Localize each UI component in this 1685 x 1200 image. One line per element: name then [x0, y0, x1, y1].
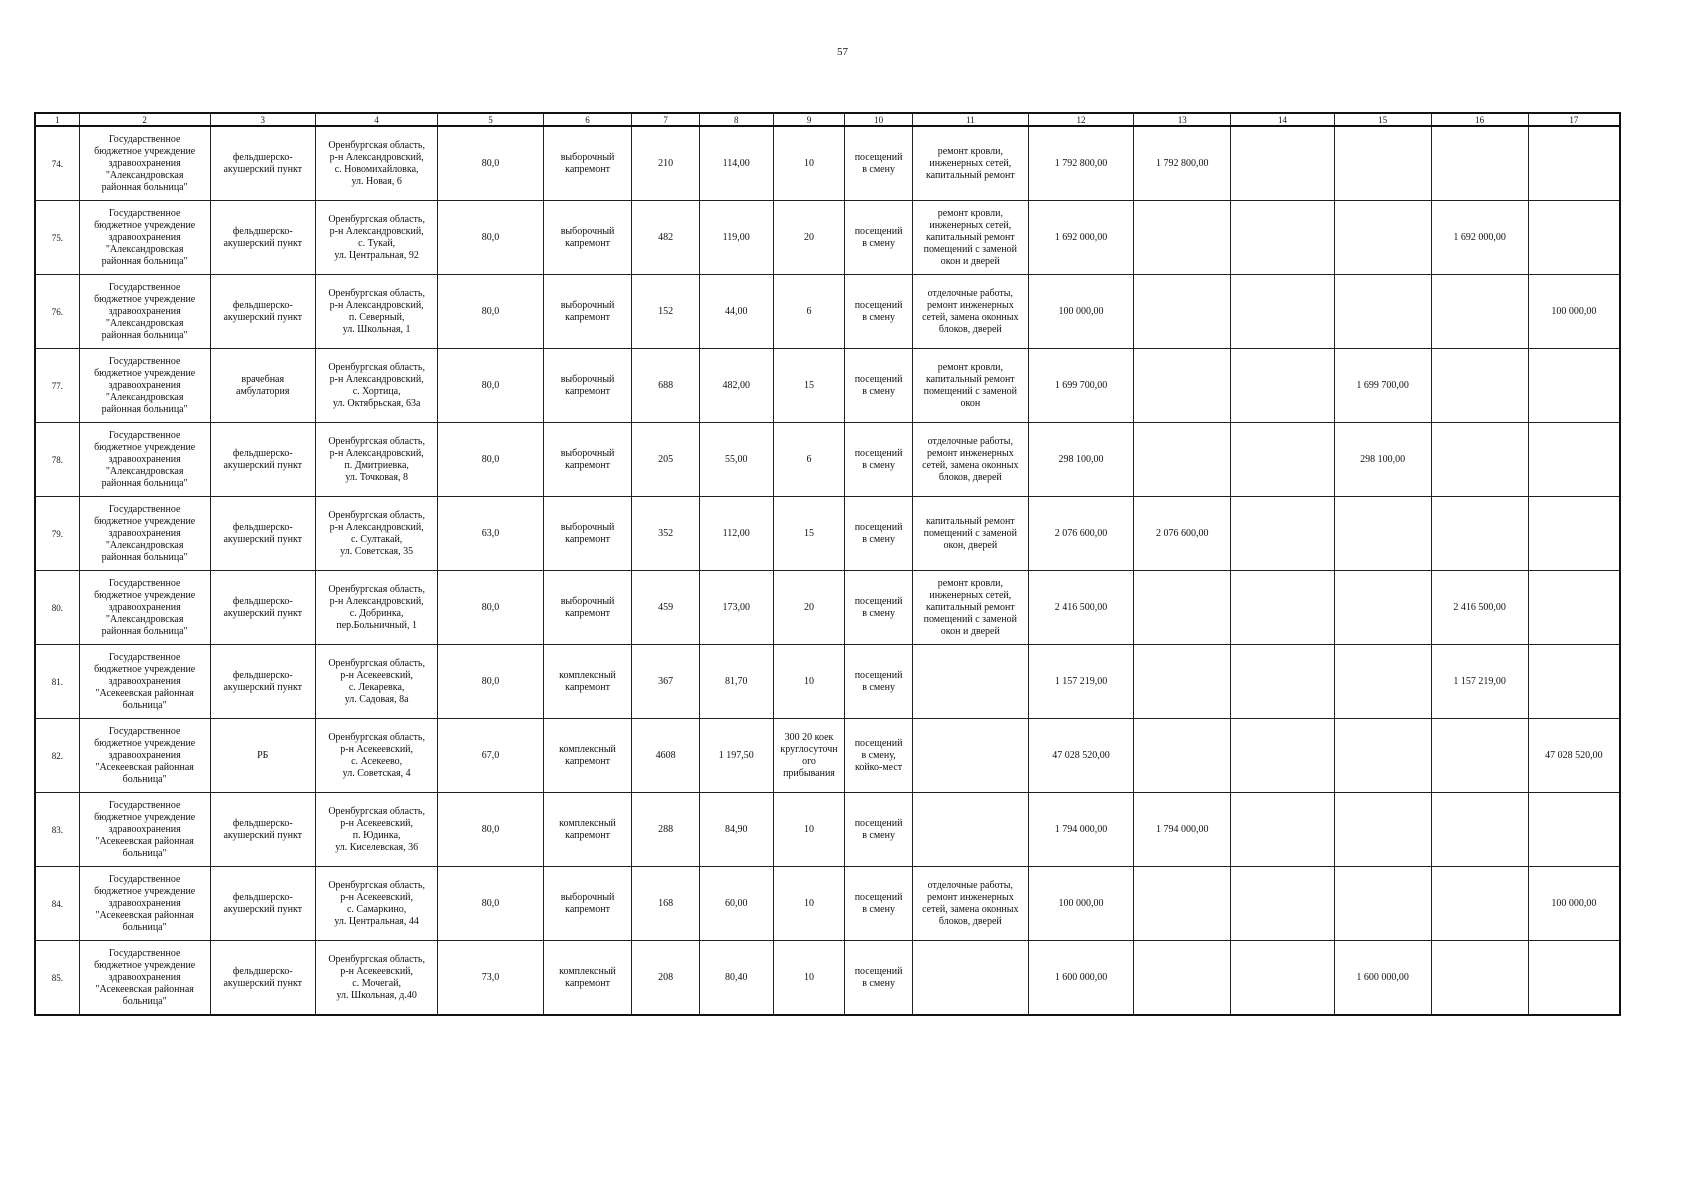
address-cell: Оренбургская область, р-н Асекеевский, с. Самаркино, ул. Центральная, 44 [315, 867, 437, 941]
col17-cell [1528, 423, 1620, 497]
col17-cell [1528, 645, 1620, 719]
col14-cell [1231, 275, 1334, 349]
institution-cell: Государственное бюджетное учреждение здравоохранения "Асекеевская районная больница" [79, 719, 210, 793]
col8-cell: 482,00 [699, 349, 773, 423]
table-row [35, 126, 1620, 201]
wear-percent-cell: 80,0 [438, 349, 543, 423]
institution-cell: Государственное бюджетное учреждение здравоохранения "Александровская районная больница" [79, 275, 210, 349]
institution-cell: Государственное бюджетное учреждение здравоохранения "Александровская районная больница" [79, 126, 210, 201]
row-number: 82. [35, 719, 79, 793]
table-row [35, 349, 1620, 423]
col16-cell: 1 692 000,00 [1431, 201, 1528, 275]
institution-cell: Государственное бюджетное учреждение здравоохранения "Асекеевская районная больница" [79, 793, 210, 867]
col16-cell: 2 416 500,00 [1431, 571, 1528, 645]
col7-cell: 367 [632, 645, 699, 719]
col14-cell [1231, 719, 1334, 793]
wear-percent-cell: 67,0 [438, 719, 543, 793]
col7-cell: 352 [632, 497, 699, 571]
wear-percent-cell: 80,0 [438, 201, 543, 275]
total-amount-cell: 1 794 000,00 [1028, 793, 1133, 867]
facility-type-cell: фельдшерско- акушерский пункт [210, 423, 315, 497]
unit-cell: посещений в смену [845, 423, 912, 497]
column-number-7: 7 [632, 113, 699, 126]
wear-percent-cell: 80,0 [438, 645, 543, 719]
col13-cell [1134, 275, 1231, 349]
facility-type-cell: фельдшерско- акушерский пункт [210, 571, 315, 645]
col15-cell [1334, 275, 1431, 349]
col14-cell [1231, 571, 1334, 645]
address-cell: Оренбургская область, р-н Александровский, п. Дмитриевка, ул. Точковая, 8 [315, 423, 437, 497]
unit-cell: посещений в смену [845, 201, 912, 275]
unit-cell: посещений в смену [845, 126, 912, 201]
works-cell [912, 793, 1028, 867]
address-cell: Оренбургская область, р-н Асекеевский, с. Асекеево, ул. Советская, 4 [315, 719, 437, 793]
row-number: 81. [35, 645, 79, 719]
address-cell: Оренбургская область, р-н Александровский, с. Новомихайловка, ул. Новая, 6 [315, 126, 437, 201]
col15-cell: 1 699 700,00 [1334, 349, 1431, 423]
col9-cell: 10 [773, 941, 845, 1016]
col15-cell [1334, 126, 1431, 201]
table-row [35, 941, 1620, 1016]
col9-cell: 300 20 коек круглосуточн ого прибывания [773, 719, 845, 793]
repair-type-cell: выборочный капремонт [543, 497, 632, 571]
column-number-17: 17 [1528, 113, 1620, 126]
col15-cell [1334, 867, 1431, 941]
row-number: 79. [35, 497, 79, 571]
col7-cell: 459 [632, 571, 699, 645]
row-number: 75. [35, 201, 79, 275]
wear-percent-cell: 80,0 [438, 867, 543, 941]
wear-percent-cell: 80,0 [438, 126, 543, 201]
total-amount-cell: 1 692 000,00 [1028, 201, 1133, 275]
col9-cell: 20 [773, 201, 845, 275]
table-row [35, 867, 1620, 941]
col13-cell [1134, 571, 1231, 645]
table-row [35, 201, 1620, 275]
address-cell: Оренбургская область, р-н Асекеевский, с. Мочегай, ул. Школьная, д.40 [315, 941, 437, 1016]
repair-type-cell: выборочный капремонт [543, 126, 632, 201]
repair-type-cell: выборочный капремонт [543, 201, 632, 275]
col9-cell: 10 [773, 867, 845, 941]
works-cell: отделочные работы, ремонт инженерных сетей, замена оконных блоков, дверей [912, 275, 1028, 349]
col9-cell: 15 [773, 349, 845, 423]
unit-cell: посещений в смену [845, 645, 912, 719]
works-cell: отделочные работы, ремонт инженерных сетей, замена оконных блоков, дверей [912, 423, 1028, 497]
total-amount-cell: 47 028 520,00 [1028, 719, 1133, 793]
row-number: 77. [35, 349, 79, 423]
col14-cell [1231, 497, 1334, 571]
col16-cell [1431, 867, 1528, 941]
col9-cell: 20 [773, 571, 845, 645]
col9-cell: 6 [773, 423, 845, 497]
col15-cell [1334, 571, 1431, 645]
works-cell: отделочные работы, ремонт инженерных сетей, замена оконных блоков, дверей [912, 867, 1028, 941]
col8-cell: 81,70 [699, 645, 773, 719]
wear-percent-cell: 80,0 [438, 793, 543, 867]
repair-type-cell: выборочный капремонт [543, 571, 632, 645]
col7-cell: 168 [632, 867, 699, 941]
unit-cell: посещений в смену [845, 793, 912, 867]
col15-cell [1334, 645, 1431, 719]
col7-cell: 288 [632, 793, 699, 867]
address-cell: Оренбургская область, р-н Александровский, с. Добринка, пер.Больничный, 1 [315, 571, 437, 645]
col9-cell: 10 [773, 645, 845, 719]
column-number-4: 4 [315, 113, 437, 126]
unit-cell: посещений в смену [845, 497, 912, 571]
address-cell: Оренбургская область, р-н Александровский, с. Султакай, ул. Советская, 35 [315, 497, 437, 571]
col8-cell: 114,00 [699, 126, 773, 201]
col17-cell [1528, 793, 1620, 867]
table-row [35, 793, 1620, 867]
col15-cell [1334, 719, 1431, 793]
works-cell: капитальный ремонт помещений с заменой окон, дверей [912, 497, 1028, 571]
page-number: 57 [837, 46, 848, 58]
col17-cell [1528, 497, 1620, 571]
col17-cell [1528, 571, 1620, 645]
table-row [35, 571, 1620, 645]
address-cell: Оренбургская область, р-н Асекеевский, с. Лекаревка, ул. Садовая, 8а [315, 645, 437, 719]
col17-cell [1528, 349, 1620, 423]
col14-cell [1231, 201, 1334, 275]
col9-cell: 10 [773, 126, 845, 201]
col14-cell [1231, 941, 1334, 1016]
total-amount-cell: 1 699 700,00 [1028, 349, 1133, 423]
wear-percent-cell: 63,0 [438, 497, 543, 571]
col8-cell: 60,00 [699, 867, 773, 941]
repair-type-cell: выборочный капремонт [543, 867, 632, 941]
col16-cell [1431, 275, 1528, 349]
total-amount-cell: 1 157 219,00 [1028, 645, 1133, 719]
column-number-14: 14 [1231, 113, 1334, 126]
col8-cell: 119,00 [699, 201, 773, 275]
address-cell: Оренбургская область, р-н Александровский, с. Тукай, ул. Центральная, 92 [315, 201, 437, 275]
table-row [35, 423, 1620, 497]
column-number-11: 11 [912, 113, 1028, 126]
col15-cell [1334, 201, 1431, 275]
row-number: 85. [35, 941, 79, 1016]
column-number-9: 9 [773, 113, 845, 126]
unit-cell: посещений в смену [845, 571, 912, 645]
col16-cell [1431, 423, 1528, 497]
institution-cell: Государственное бюджетное учреждение здравоохранения "Асекеевская районная больница" [79, 941, 210, 1016]
column-number-2: 2 [79, 113, 210, 126]
institution-cell: Государственное бюджетное учреждение здравоохранения "Александровская районная больница" [79, 497, 210, 571]
total-amount-cell: 1 600 000,00 [1028, 941, 1133, 1016]
total-amount-cell: 100 000,00 [1028, 867, 1133, 941]
address-cell: Оренбургская область, р-н Асекеевский, п. Юдинка, ул. Киселевская, 36 [315, 793, 437, 867]
col8-cell: 55,00 [699, 423, 773, 497]
row-number: 74. [35, 126, 79, 201]
col17-cell: 100 000,00 [1528, 275, 1620, 349]
total-amount-cell: 2 416 500,00 [1028, 571, 1133, 645]
column-number-8: 8 [699, 113, 773, 126]
col16-cell [1431, 793, 1528, 867]
row-number: 80. [35, 571, 79, 645]
column-number-10: 10 [845, 113, 912, 126]
row-number: 83. [35, 793, 79, 867]
repair-program-table [34, 112, 1621, 1016]
address-cell: Оренбургская область, р-н Александровский, п. Северный, ул. Школьная, 1 [315, 275, 437, 349]
col14-cell [1231, 126, 1334, 201]
col14-cell [1231, 793, 1334, 867]
facility-type-cell: фельдшерско- акушерский пункт [210, 275, 315, 349]
col16-cell [1431, 349, 1528, 423]
column-number-5: 5 [438, 113, 543, 126]
works-cell: ремонт кровли, инженерных сетей, капитальный ремонт помещений с заменой окон и дверей [912, 571, 1028, 645]
facility-type-cell: РБ [210, 719, 315, 793]
repair-type-cell: комплексный капремонт [543, 645, 632, 719]
column-number-15: 15 [1334, 113, 1431, 126]
col13-cell [1134, 719, 1231, 793]
institution-cell: Государственное бюджетное учреждение здравоохранения "Александровская районная больница" [79, 201, 210, 275]
col16-cell: 1 157 219,00 [1431, 645, 1528, 719]
col13-cell [1134, 645, 1231, 719]
total-amount-cell: 100 000,00 [1028, 275, 1133, 349]
col13-cell: 1 792 800,00 [1134, 126, 1231, 201]
wear-percent-cell: 73,0 [438, 941, 543, 1016]
col7-cell: 688 [632, 349, 699, 423]
col8-cell: 80,40 [699, 941, 773, 1016]
row-number: 78. [35, 423, 79, 497]
facility-type-cell: фельдшерско- акушерский пункт [210, 941, 315, 1016]
column-number-6: 6 [543, 113, 632, 126]
column-number-13: 13 [1134, 113, 1231, 126]
institution-cell: Государственное бюджетное учреждение здравоохранения "Асекеевская районная больница" [79, 867, 210, 941]
unit-cell: посещений в смену [845, 349, 912, 423]
col9-cell: 6 [773, 275, 845, 349]
row-number: 76. [35, 275, 79, 349]
col7-cell: 208 [632, 941, 699, 1016]
facility-type-cell: фельдшерско- акушерский пункт [210, 126, 315, 201]
col17-cell: 100 000,00 [1528, 867, 1620, 941]
col16-cell [1431, 497, 1528, 571]
col13-cell [1134, 867, 1231, 941]
col7-cell: 210 [632, 126, 699, 201]
col13-cell [1134, 349, 1231, 423]
facility-type-cell: фельдшерско- акушерский пункт [210, 645, 315, 719]
col13-cell: 1 794 000,00 [1134, 793, 1231, 867]
column-number-16: 16 [1431, 113, 1528, 126]
facility-type-cell: врачебная амбулатория [210, 349, 315, 423]
col17-cell [1528, 201, 1620, 275]
works-cell: ремонт кровли, инженерных сетей, капитальный ремонт [912, 126, 1028, 201]
works-cell: ремонт кровли, инженерных сетей, капитальный ремонт помещений с заменой окон и дверей [912, 201, 1028, 275]
repair-type-cell: комплексный капремонт [543, 793, 632, 867]
col17-cell: 47 028 520,00 [1528, 719, 1620, 793]
col16-cell [1431, 126, 1528, 201]
column-number-row [35, 113, 1620, 126]
repair-type-cell: выборочный капремонт [543, 423, 632, 497]
table-row [35, 645, 1620, 719]
address-cell: Оренбургская область, р-н Александровский, с. Хортица, ул. Октябрьская, 63а [315, 349, 437, 423]
facility-type-cell: фельдшерско- акушерский пункт [210, 867, 315, 941]
table-row [35, 275, 1620, 349]
institution-cell: Государственное бюджетное учреждение здравоохранения "Александровская районная больница" [79, 423, 210, 497]
facility-type-cell: фельдшерско- акушерский пункт [210, 793, 315, 867]
col7-cell: 152 [632, 275, 699, 349]
col13-cell [1134, 941, 1231, 1016]
col17-cell [1528, 126, 1620, 201]
total-amount-cell: 298 100,00 [1028, 423, 1133, 497]
row-number: 84. [35, 867, 79, 941]
facility-type-cell: фельдшерско- акушерский пункт [210, 201, 315, 275]
col14-cell [1231, 645, 1334, 719]
unit-cell: посещений в смену [845, 867, 912, 941]
col7-cell: 4608 [632, 719, 699, 793]
institution-cell: Государственное бюджетное учреждение здравоохранения "Александровская районная больница" [79, 571, 210, 645]
wear-percent-cell: 80,0 [438, 571, 543, 645]
works-cell [912, 645, 1028, 719]
repair-type-cell: выборочный капремонт [543, 349, 632, 423]
col8-cell: 84,90 [699, 793, 773, 867]
column-number-1: 1 [35, 113, 79, 126]
col9-cell: 15 [773, 497, 845, 571]
wear-percent-cell: 80,0 [438, 423, 543, 497]
unit-cell: посещений в смену [845, 275, 912, 349]
table-row [35, 719, 1620, 793]
col8-cell: 173,00 [699, 571, 773, 645]
col8-cell: 112,00 [699, 497, 773, 571]
works-cell [912, 719, 1028, 793]
repair-type-cell: комплексный капремонт [543, 941, 632, 1016]
repair-type-cell: выборочный капремонт [543, 275, 632, 349]
col9-cell: 10 [773, 793, 845, 867]
column-number-12: 12 [1028, 113, 1133, 126]
total-amount-cell: 2 076 600,00 [1028, 497, 1133, 571]
col16-cell [1431, 719, 1528, 793]
unit-cell: посещений в смену [845, 941, 912, 1016]
col7-cell: 205 [632, 423, 699, 497]
col14-cell [1231, 423, 1334, 497]
col15-cell [1334, 793, 1431, 867]
works-cell [912, 941, 1028, 1016]
col13-cell [1134, 423, 1231, 497]
table-row [35, 497, 1620, 571]
works-cell: ремонт кровли, капитальный ремонт помещений с заменой окон [912, 349, 1028, 423]
facility-type-cell: фельдшерско- акушерский пункт [210, 497, 315, 571]
institution-cell: Государственное бюджетное учреждение здравоохранения "Александровская районная больница" [79, 349, 210, 423]
col8-cell: 1 197,50 [699, 719, 773, 793]
col17-cell [1528, 941, 1620, 1016]
col14-cell [1231, 349, 1334, 423]
col15-cell: 298 100,00 [1334, 423, 1431, 497]
unit-cell: посещений в смену, койко-мест [845, 719, 912, 793]
repair-type-cell: комплексный капремонт [543, 719, 632, 793]
col13-cell [1134, 201, 1231, 275]
column-number-3: 3 [210, 113, 315, 126]
col14-cell [1231, 867, 1334, 941]
institution-cell: Государственное бюджетное учреждение здравоохранения "Асекеевская районная больница" [79, 645, 210, 719]
wear-percent-cell: 80,0 [438, 275, 543, 349]
col15-cell: 1 600 000,00 [1334, 941, 1431, 1016]
col13-cell: 2 076 600,00 [1134, 497, 1231, 571]
col16-cell [1431, 941, 1528, 1016]
col8-cell: 44,00 [699, 275, 773, 349]
total-amount-cell: 1 792 800,00 [1028, 126, 1133, 201]
col7-cell: 482 [632, 201, 699, 275]
col15-cell [1334, 497, 1431, 571]
